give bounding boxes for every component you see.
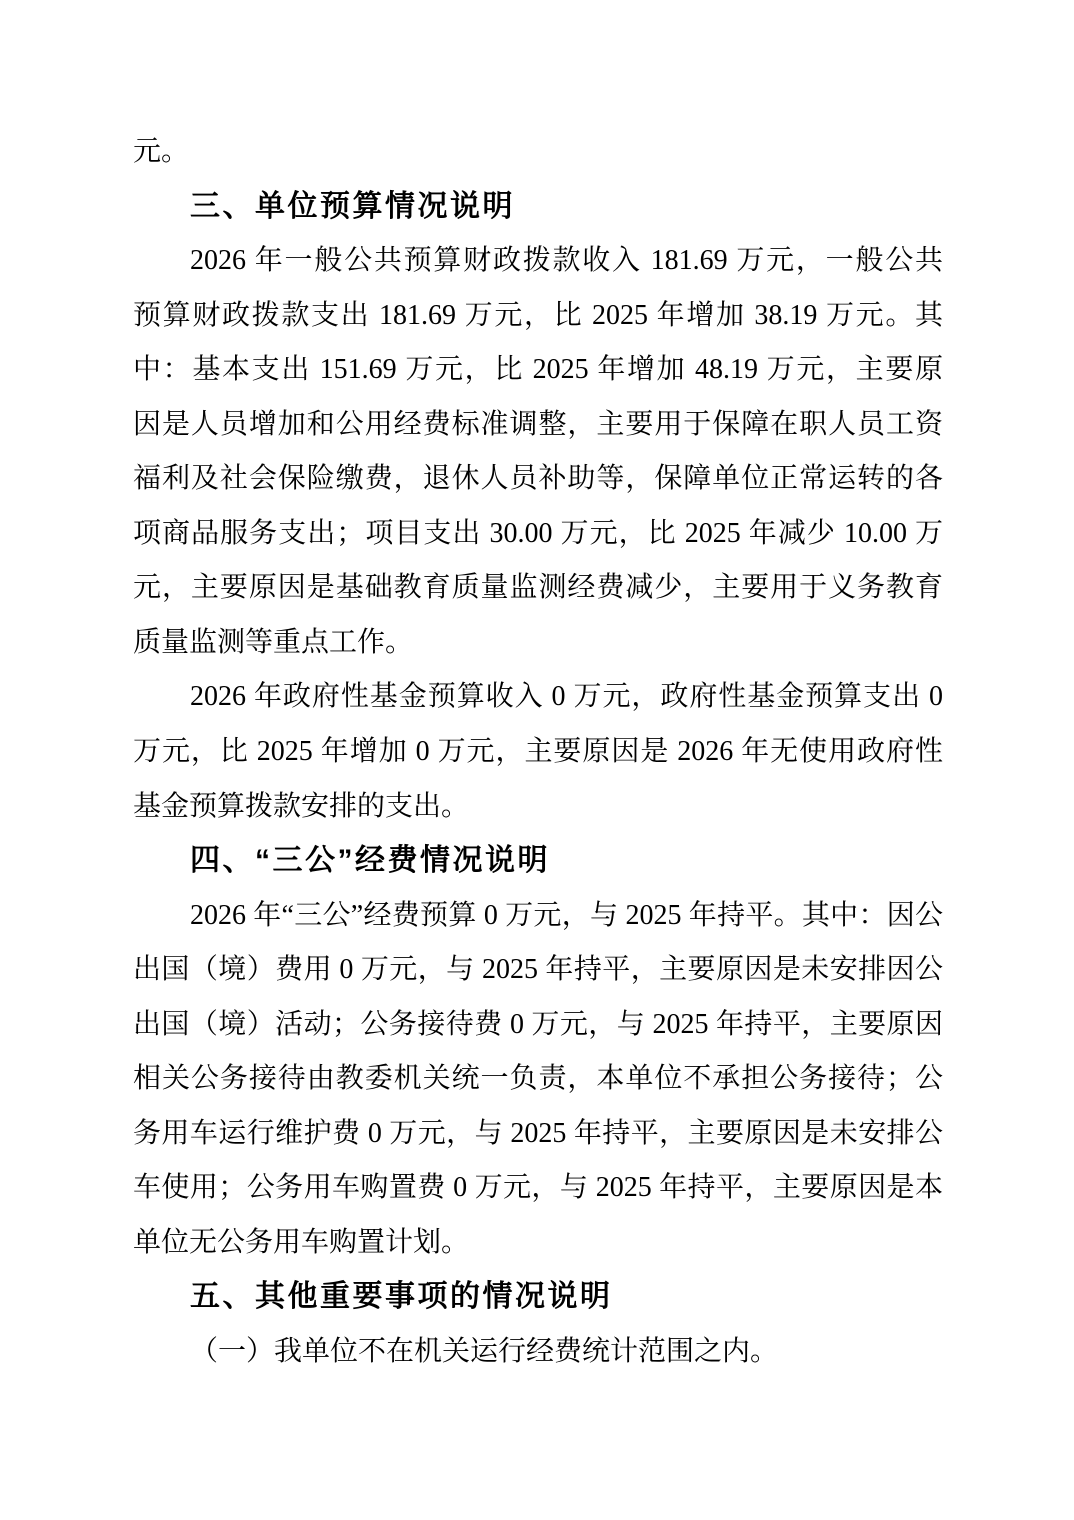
body-line: 2026 年政府性基金预算收入 0 万元，政府性基金预算支出 0 (190, 681, 943, 713)
body-line: 福利及社会保险缴费，退休人员补助等，保障单位正常运转的各 (133, 463, 943, 495)
body-line: 出国（境）活动；公务接待费 0 万元，与 2025 年持平，主要原因 (133, 1008, 943, 1040)
text-block (133, 125, 943, 1380)
body-line: 单位无公务用车购置计划。 (133, 1226, 470, 1258)
body-line: 万元，比 2025 年增加 0 万元，主要原因是 2026 年无使用政府性 (133, 736, 943, 768)
body-line: 因是人员增加和公用经费标准调整，主要用于保障在职人员工资 (133, 408, 943, 440)
body-line: 预算财政拨款支出 181.69 万元，比 2025 年增加 38.19 万元。其 (133, 299, 943, 331)
body-line: 相关公务接待由教委机关统一负责，本单位不承担公务接待；公 (133, 1063, 943, 1095)
body-line: 2026 年“三公”经费预算 0 万元，与 2025 年持平。其中：因公 (190, 899, 943, 931)
body-line: 车使用；公务用车购置费 0 万元，与 2025 年持平，主要原因是本 (133, 1172, 943, 1204)
body-line: 出国（境）费用 0 万元，与 2025 年持平，主要原因是未安排因公 (133, 954, 943, 986)
body-line: 元，主要原因是基础教育质量监测经费减少，主要用于义务教育 (133, 572, 943, 604)
section-heading-other: 五、其他重要事项的情况说明 (190, 1280, 613, 1314)
body-line: 2026 年一般公共预算财政拨款收入 181.69 万元，一般公共 (190, 245, 943, 277)
body-line: 基金预算拨款安排的支出。 (133, 790, 470, 822)
paragraph-continuation-line: 元。 (133, 136, 190, 167)
body-line: 项商品服务支出；项目支出 30.00 万元，比 2025 年减少 10.00 万 (133, 517, 943, 549)
body-line: （一）我单位不在机关运行经费统计范围之内。 (190, 1336, 779, 1368)
section-heading-sangong: 四、“三公”经费情况说明 (190, 844, 550, 878)
body-line: 务用车运行维护费 0 万元，与 2025 年持平，主要原因是未安排公 (133, 1117, 943, 1149)
body-line: 质量监测等重点工作。 (133, 626, 414, 658)
section-heading-budget: 三、单位预算情况说明 (190, 189, 515, 223)
body-line: 中：基本支出 151.69 万元，比 2025 年增加 48.19 万元，主要原 (133, 354, 943, 386)
